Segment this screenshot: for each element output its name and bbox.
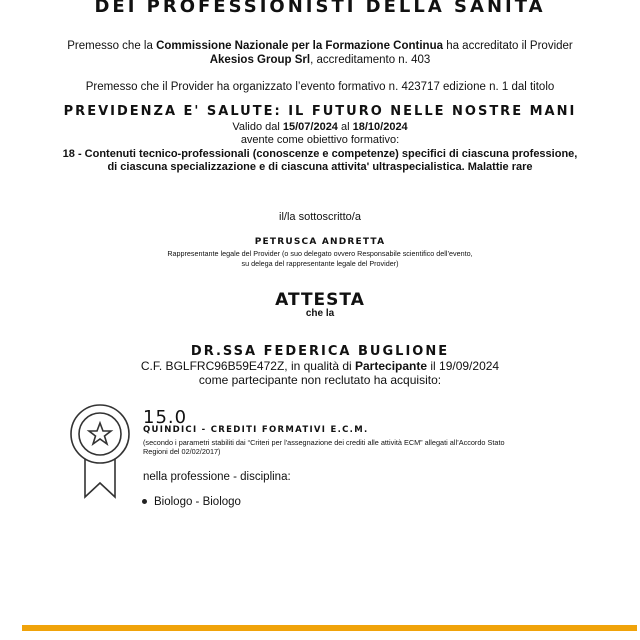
objective-line-1: 18 - Contenuti tecnico-professionali (conoscenze e competenze) specifici di ciascuna professione, xyxy=(62,148,578,160)
credits-note-1: (secondo i parametri stabiliti dai “Criteri per l'assegnazione dei crediti alle attività ECM” allegati all’Accordo Stato xyxy=(143,438,505,447)
signer-role-2: su delega del rappresentante legale del Provider) xyxy=(241,259,399,268)
cf-date: il 19/09/2024 xyxy=(427,359,500,373)
discipline-list-item xyxy=(142,496,241,508)
attesta-subtitle: che la xyxy=(305,308,335,319)
signer-name: PETRUSCA ANDRETTA xyxy=(254,237,386,247)
commission-name: Commissione Nazionale per la Formazione Continua xyxy=(156,40,443,52)
intro-text: Premesso che la xyxy=(67,40,157,52)
cf-text: C.F. BGLFRC96B59E472Z, in qualità di xyxy=(140,359,355,373)
provider-name: Akesios Group Srl xyxy=(209,54,311,66)
valid-from: 15/07/2024 xyxy=(282,121,338,133)
validity-text: al xyxy=(337,121,353,133)
credits-label: QUINDICI - CREDITI FORMATIVI E.C.M. xyxy=(143,425,369,435)
credits-value: 15.0 xyxy=(143,407,188,428)
discipline-text: Biologo - Biologo xyxy=(154,496,241,508)
provider-accreditation: , accreditamento n. 403 xyxy=(310,54,431,66)
participant-role: Partecipante xyxy=(355,359,428,373)
signer-role-1: Rappresentante legale del Provider (o suo delegato ovvero Responsabile scientifico dell’evento, xyxy=(167,249,473,258)
event-title: PREVIDENZA E' SALUTE: IL FUTURO NELLE NOSTRE MANI xyxy=(63,104,577,119)
event-validity xyxy=(0,121,640,133)
intro-line-1 xyxy=(0,40,640,52)
signer-label: il/la sottoscritto/a xyxy=(279,211,361,223)
intro-line-3: Premesso che il Provider ha organizzato l’evento formativo n. 423717 edizione n. 1 dal titolo xyxy=(85,81,555,93)
credits-note-2: Regioni del 02/02/2017) xyxy=(143,447,221,456)
participant-acquired: come partecipante non reclutato ha acquisito: xyxy=(198,373,442,387)
medal-star-icon xyxy=(68,402,132,502)
bullet-icon xyxy=(142,499,147,504)
valid-to: 18/10/2024 xyxy=(352,121,408,133)
accent-bar xyxy=(22,625,637,631)
certificate-title: DEI PROFESSIONISTI DELLA SANITA xyxy=(94,0,546,17)
profession-label: nella professione - disciplina: xyxy=(143,471,291,483)
attesta-title: ATTESTA xyxy=(275,290,365,310)
validity-text: Valido dal xyxy=(232,121,283,133)
participant-name: DR.SSA FEDERICA BUGLIONE xyxy=(190,344,450,359)
objective-label: avente come obiettivo formativo: xyxy=(240,134,400,146)
participant-cf xyxy=(0,359,640,373)
intro-line-2 xyxy=(0,54,640,66)
objective-line-2: di ciascuna specializzazione e di ciascuna attivita' ultraspecialistica. Malattie rare xyxy=(107,161,533,173)
intro-text: ha accreditato il Provider xyxy=(443,40,573,52)
